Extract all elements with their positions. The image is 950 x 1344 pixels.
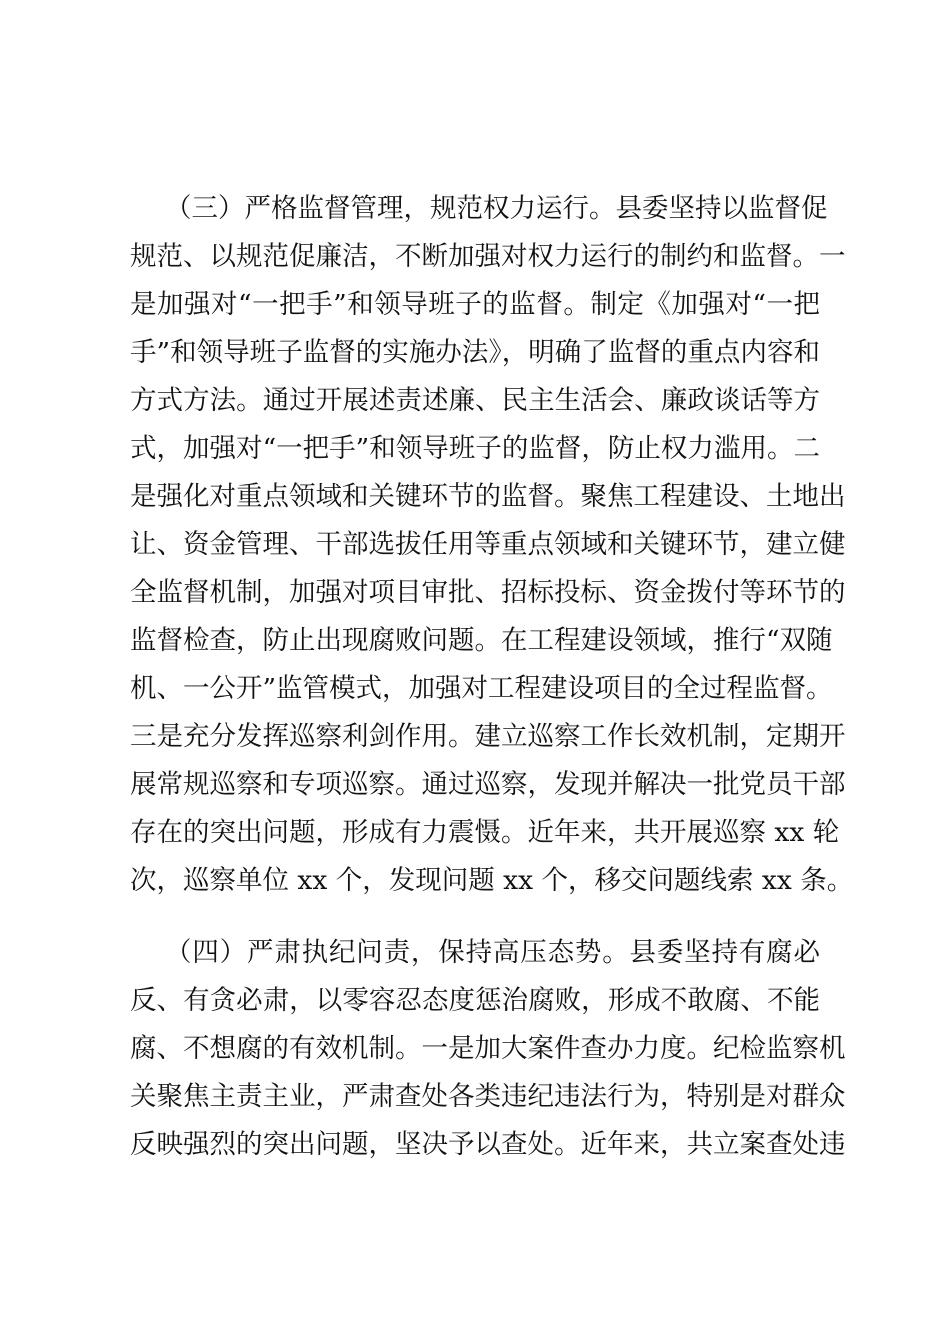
text-line: 存在的突出问题，形成有力震慑。近年来，共开展巡察 xx 轮 — [130, 817, 840, 848]
text-line: 关聚焦主责主业，严肃查处各类违纪违法行为，特别是对群众 — [130, 1081, 846, 1112]
text-line: 腐、不想腐的有效机制。一是加大案件查办力度。纪检监察机 — [130, 1033, 846, 1064]
text-line: （四）严肃执纪问责，保持高压态势。县委坚持有腐必 — [165, 937, 820, 968]
text-line: 次，巡察单位 xx 个，发现问题 xx 个，移交问题线索 xx 条。 — [130, 865, 854, 896]
text-line: 三是充分发挥巡察利剑作用。建立巡察工作长效机制，定期开 — [130, 721, 846, 752]
text-line: 监督检查，防止出现腐败问题。在工程建设领域，推行“双随 — [130, 625, 833, 656]
text-line: 方式方法。通过开展述责述廉、民主生活会、廉政谈话等方 — [130, 385, 820, 416]
text-line: 手”和领导班子监督的实施办法》，明确了监督的重点内容和 — [130, 337, 820, 368]
text-line: 反、有贪必肃，以零容忍态度惩治腐败，形成不敢腐、不能 — [130, 985, 820, 1016]
text-line: （三）严格监督管理，规范权力运行。县委坚持以监督促 — [165, 193, 828, 224]
text-line: 规范、以规范促廉洁，不断加强对权力运行的制约和监督。一 — [130, 241, 846, 272]
text-line: 让、资金管理、干部选拔任用等重点领域和关键环节，建立健 — [130, 529, 846, 560]
text-line: 是加强对“一把手”和领导班子的监督。制定《加强对“一把 — [130, 289, 820, 320]
text-line: 是强化对重点领域和关键环节的监督。聚焦工程建设、土地出 — [130, 481, 846, 512]
text-line: 展常规巡察和专项巡察。通过巡察，发现并解决一批党员干部 — [130, 769, 846, 800]
text-line: 全监督机制，加强对项目审批、招标投标、资金拨付等环节的 — [130, 577, 846, 608]
text-line: 反映强烈的突出问题，坚决予以查处。近年来，共立案查处违 — [130, 1129, 846, 1160]
text-line: 式，加强对“一把手”和领导班子的监督，防止权力滥用。二 — [130, 433, 820, 464]
text-line: 机、一公开”监管模式，加强对工程建设项目的全过程监督。 — [130, 673, 833, 704]
